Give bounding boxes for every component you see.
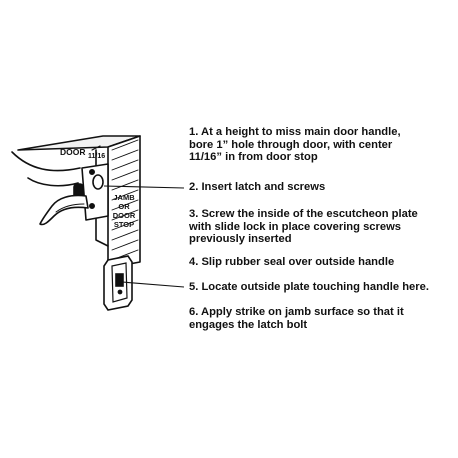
latch-screw-bottom <box>90 204 94 208</box>
plate-slot <box>116 274 123 286</box>
instruction-line: with slide lock in place covering screws <box>189 220 402 233</box>
jamb-label-line: JAMB <box>113 193 135 202</box>
jamb-label-line: DOOR <box>112 211 136 220</box>
door-lower-curve <box>28 178 78 186</box>
instruction-line: 3. Screw the inside of the escutcheon plate <box>189 208 418 220</box>
instruction-line: previously inserted <box>189 233 292 245</box>
fraction-label: 11/16 <box>88 153 106 160</box>
instruction-line: bore 1” hole through door, with center <box>189 138 393 151</box>
latch-bolt <box>93 175 103 189</box>
instruction-line: 6. Apply strike on jamb surface so that it <box>189 306 404 318</box>
instruction-line: 1. At a height to miss main door handle, <box>189 126 401 138</box>
instruction-step-3 <box>189 208 451 246</box>
latch-screw-top <box>90 170 94 174</box>
instruction-step-6 <box>189 306 451 331</box>
instruction-step-2 <box>189 181 451 194</box>
plate-screw <box>118 290 121 293</box>
instruction-line: 2. Insert latch and screws <box>189 181 326 193</box>
door-label: DOOR <box>60 147 86 157</box>
instruction-line: 4. Slip rubber seal over outside handle <box>189 256 395 268</box>
instruction-step-5 <box>189 281 451 294</box>
instruction-line: 11/16” in from door stop <box>189 151 318 163</box>
jamb-label-line: STOP <box>113 220 135 229</box>
jamb-label <box>113 193 136 229</box>
door-handle <box>40 195 88 224</box>
instruction-line: engages the latch bolt <box>189 318 308 331</box>
instruction-step-4 <box>189 256 451 269</box>
instruction-step-1 <box>189 126 451 164</box>
latch-plate <box>82 164 108 220</box>
jamb-label-line: OR <box>118 202 130 211</box>
instruction-line: 5. Locate outside plate touching handle here. <box>189 281 429 293</box>
